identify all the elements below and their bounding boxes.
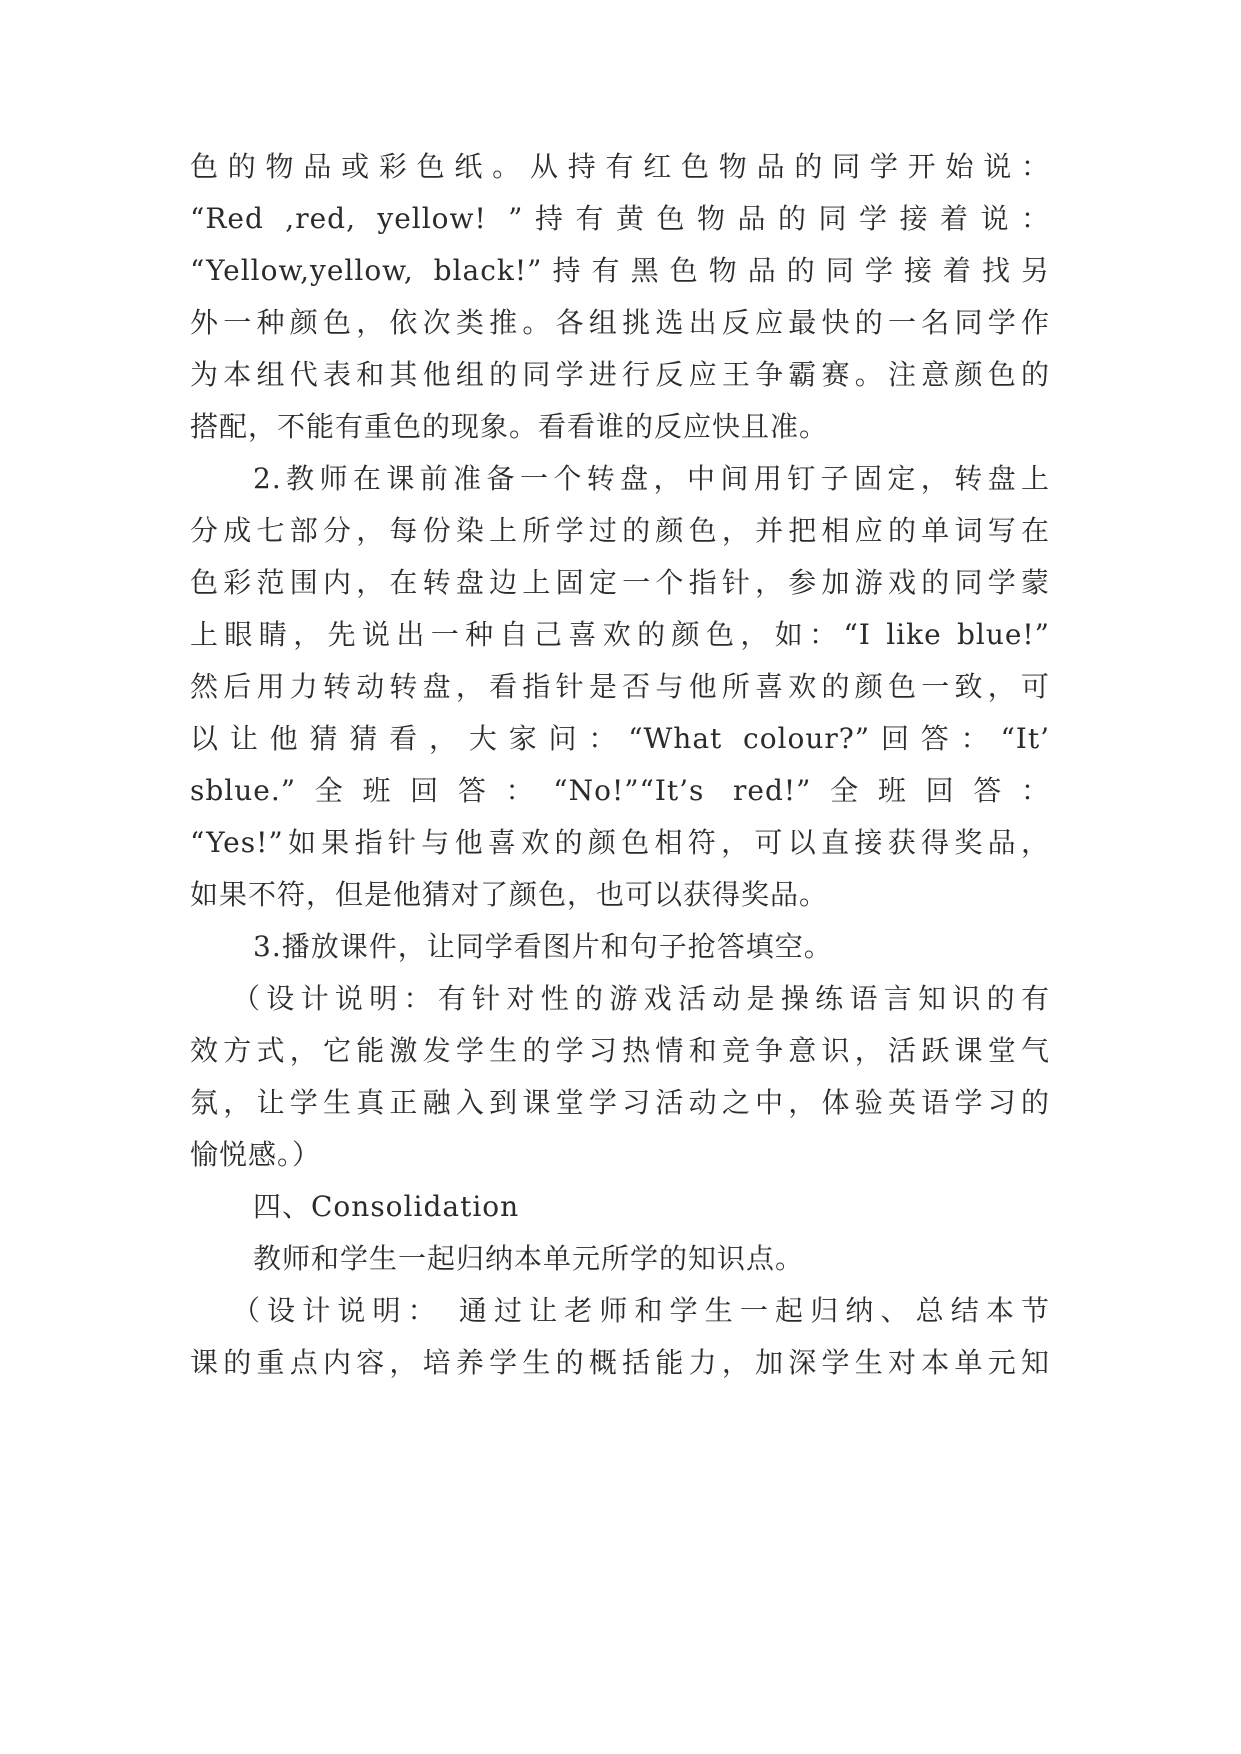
paragraph-start-line: 教师和学生一起归纳本单元所学的知识点。 <box>253 1242 805 1275</box>
text-line: 然后用力转动转盘，看指针是否与他所喜欢的颜色一致，可 <box>190 670 1050 703</box>
text-line: “Yellow,yellow, black!”持有黑色物品的同学接着找另 <box>190 254 1050 287</box>
text-line: 如果不符，但是他猜对了颜色，也可以获得奖品。 <box>190 878 829 911</box>
text-line: 色彩范围内，在转盘边上固定一个指针，参加游戏的同学蒙 <box>190 566 1050 599</box>
paragraph-start-line: 3.播放课件，让同学看图片和句子抢答填空。 <box>253 930 833 963</box>
text-line: sblue.”全班回答：“No!”“It’s red!”全班回答： <box>190 774 1050 807</box>
section-heading: 四、Consolidation <box>253 1190 520 1223</box>
paragraph-start-line: （设计说明：有针对性的游戏活动是操练语言知识的有 <box>232 982 1050 1015</box>
paragraph-start-line: 2.教师在课前准备一个转盘，中间用钉子固定，转盘上 <box>253 462 1050 495</box>
text-line: 为本组代表和其他组的同学进行反应王争霸赛。注意颜色的 <box>190 358 1050 391</box>
text-line: 课的重点内容，培养学生的概括能力，加深学生对本单元知 <box>190 1346 1050 1379</box>
text-line: “Yes!”如果指针与他喜欢的颜色相符，可以直接获得奖品， <box>190 826 1050 859</box>
text-line: 分成七部分，每份染上所学过的颜色，并把相应的单词写在 <box>190 514 1050 547</box>
text-line: 以让他猜猜看，大家问：“What colour?”回答：“It’ <box>190 722 1050 755</box>
text-line: 氛，让学生真正融入到课堂学习活动之中，体验英语学习的 <box>190 1086 1050 1119</box>
text-line: 上眼睛，先说出一种自己喜欢的颜色，如：“I like blue!” <box>190 618 1050 651</box>
text-line: “Red ,red, yellow! ”持有黄色物品的同学接着说： <box>190 202 1050 235</box>
text-line: 外一种颜色，依次类推。各组挑选出反应最快的一名同学作 <box>190 306 1050 339</box>
text-line: 愉悦感。） <box>190 1138 322 1171</box>
text-line: 效方式，它能激发学生的学习热情和竞争意识，活跃课堂气 <box>190 1034 1050 1067</box>
paragraph-start-line: （设计说明： 通过让老师和学生一起归纳、总结本节 <box>232 1294 1050 1327</box>
text-line: 搭配，不能有重色的现象。看看谁的反应快且准。 <box>190 410 829 443</box>
text-line: 色的物品或彩色纸。从持有红色物品的同学开始说： <box>190 150 1050 183</box>
